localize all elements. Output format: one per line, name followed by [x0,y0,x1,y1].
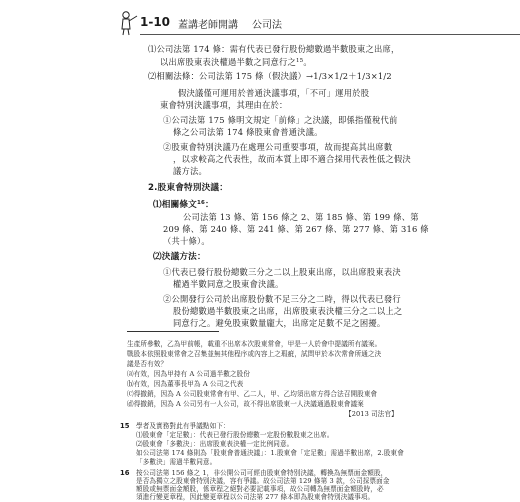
footnote-15-line: ⑵股東會「多數決」：出席股東表決權一定比例同意。 [136,440,294,448]
exam-option: ⒞得撤銷，因為 A 公司股東常會有甲、乙二人，甲、乙均須出席方得合法召開股東會 [127,390,378,398]
para-1-line-2: 以出席股東表決權過半數之同意行之$^{15}$。 [160,57,312,67]
para-8-line-1: ②公開發行公司於出席股份數不足三分之二時，得以代表已發行 [163,294,401,304]
footnote-15-line: ⑴股東會「定足數」：代表已發行股份總數一定股份數股東之出席。 [136,431,334,439]
footnote-ref-15[interactable]: 15 [295,58,304,64]
footnote-16-line: 是否為獨立之股東會特別決議，容有爭議。故公司法第 129 條第 3 款，公司採票面金 [136,477,390,485]
footnote-15-number: 15 [120,422,130,430]
section-2-heading: 2.股東會特別決議： [148,183,228,193]
subject-title: 公司法 [252,20,282,31]
para-7-line-1: ①代表已發行股份總數三分之二以上股東出席，以出席股東表決 [163,267,401,277]
exam-box-rule [127,331,219,332]
para-3-line-2: 東會特別決議事項，其理由在於： [160,100,288,110]
page-header [118,10,408,36]
exam-question-box [127,340,405,418]
exam-line: 議是否有效？ [127,360,168,368]
subsection-2-heading: ⑵決議方法： [153,252,206,262]
footnote-15-line: 如公司法第 174 條則為「股東會普通決議」：1.股東會「定足數」需過半數出席，2.股東會 [136,449,404,457]
footnote-16-line: 額股或無票面金額股，係章程之絕對必要記載事項，故公司轉為無票面金額股時，必 [136,485,384,493]
exam-option: ⒜有效，因為甲持有 A 公司過半數之股份 [127,370,251,378]
para-1-line-1: ⑴公司法第 174 條：需有代表已發行股份總數過半數股東之出席， [148,44,400,54]
para-4-line-2: 條之公司法第 174 條股東會普通決議。 [173,127,323,137]
footnote-16-line: 按公司法第 156 條之 1，非公開公司可經由股東會特別決議，轉換為無票面金額股， [136,469,388,477]
para-8-line-2: 股份總數過半數股東之出席，出席股東表決權三分之二以上之 [173,306,403,316]
para-5-line-3: 議方法。 [173,166,207,176]
footnote-ref-16[interactable]: 16 [196,200,206,206]
footnote-16-line: 須進行變更章程，因此變更章程以公司法第 277 條本即為股東會特別決議事項。 [136,493,375,501]
exam-line: 戰股本依照股東常會之召集並無其他程序或內容上之瑕疵，試問甲於本次常會所通之決 [127,350,382,358]
chapter-number: 1-10 [140,15,171,29]
para-8-line-3: 同意行之。避免股東數量龐大，出席定足數不足之困擾。 [173,318,386,328]
exam-line: 生產所參數，乙為甲前帳，載重不出席本次股東常會，甲是一人於會中提議所有議案。 [127,340,382,348]
exam-option: ⒝有效，因為董事長甲為 A 公司之代表 [127,380,244,388]
para-7-line-2: 權過半數同意之股東會決議。 [173,279,284,289]
exam-option: ⒟得撤銷，因為 A 公司另有一人公司，故不得出席股東一人決議通過股東會議案 [127,400,364,408]
para-5-line-1: ②股東會特別決議乃在處理公司重要事項，故而提高其出席數 [163,142,393,152]
footnote-15-line: 「多數決」需過半數同意。 [136,458,217,466]
exam-source: 【2013 司法官】 [345,410,398,418]
para-3-line-1: 假決議僅可運用於普通決議事項，「不可」運用於股 [178,88,370,98]
para-4-line-1: ①公司法第 175 條明文規定「前條」之決議，即係指僅稅代前 [163,115,398,125]
footnote-16-number: 16 [120,469,130,477]
para-6-line-3: （共十條）。 [163,236,210,246]
subsection-1-heading: ⑴相關條文$^{16}$： [153,200,214,210]
para-6-line-2: 209 條、第 240 條、第 241 條、第 267 條、第 277 條、第 316 條 [163,224,429,234]
footnote-15-line: 學者及實務對此有爭議點如下： [136,422,230,430]
para-2: ⑵相關法條：公司法第 175 條（假決議）→1/3×1/2＋1/3×1/2 [148,71,392,81]
series-title: 蓋講老師開講 [178,20,238,31]
para-5-line-2: ，以求較高之代表性，故而本質上即不適合採用代表性低之假決 [173,154,411,164]
header-rule [140,34,520,35]
teacher-figure-icon [118,10,140,36]
para-6-line-1: 公司法第 13 條、第 156 條之 2、第 185 條、第 199 條、第 [183,212,419,222]
